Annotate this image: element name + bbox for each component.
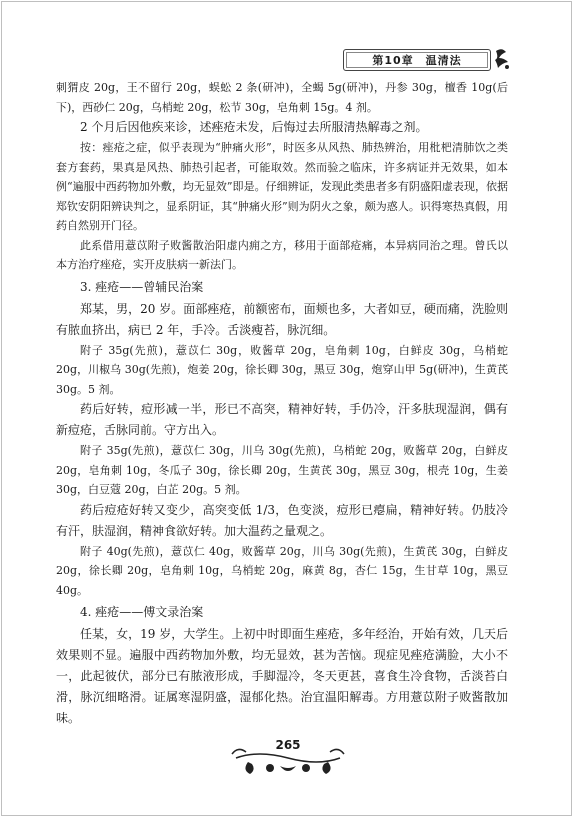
page-number: 265 [275,738,301,752]
commentary-paragraph: 此系借用薏苡附子败酱散治阳虚内痈之方，移用于面部疮痛，本异病同治之理。曾氏以本方治疗痤疮，实开皮肤病一新法门。 [56,238,508,271]
body-paragraph: 药后痘疮好转又变少，高突变低 1/3，色变淡，痘形已瘪扁，精神好转。仍肢冷有汗，肤湿润，精神食欲好转。加大温药之量观之。 [56,502,508,538]
commentary-paragraph: 按：痤疮之症，似乎表现为“肿痛火形”，时医多从风热、肺热辨治，用枇杷清肺饮之类套方套药，果真是风热、肺热引起者，可能取效。然而验之临床，许多病证并无效果，如本例“遍服中西药物加外敷，均无显效”即是。仔细辨证，发现此类患者多有阴盛阳虚表现，依据郑钦安阴阳辨诀判之，显系阴证，其“肿痛火形”则为阴火之象，颇为惑人。识得寒热真假，用药自然别开门径。 [56,141,508,232]
running-header [343,49,491,71]
header-ornament-icon [493,47,511,71]
prescription-paragraph: 附子 35g(先煎)，薏苡仁 30g，川乌 30g(先煎)，乌梢蛇 20g，败酱草 20g，白鲜皮 20g，皂角刺 10g，冬瓜子 30g，徐长卿 20g，生黄芪 30g，黑豆 30g，根壳 10g，生姜 30g，白豆蔻 20g，白芷 20g。5 剂。 [56,444,508,496]
prescription-paragraph: 附子 40g(先煎)，薏苡仁 40g，败酱草 20g，川乌 30g(先煎)，生黄芪 30g，白鲜皮 20g，徐长卿 20g，皂角刺 10g，乌梢蛇 20g，麻黄 8g，杏仁 15g，生甘草 10g，黑豆 40g。 [56,544,508,597]
prescription-paragraph: 附子 35g(先煎)，薏苡仁 30g，败酱草 20g，皂角刺 10g，白鲜皮 30g，乌梢蛇 20g，川椒乌 30g(先煎)，炮姜 20g，徐长卿 30g，黑豆 30g，炮穿山甲 5g(研冲)，生黄芪 30g。5 剂。 [56,343,508,396]
prescription-paragraph: 刺猬皮 20g，王不留行 20g，蜈蚣 2 条(研冲)，全蝎 5g(研冲)，丹参 30g，檀香 10g(后下)，西砂仁 20g，乌梢蛇 20g，松节 30g，皂角刺 15g。4 剂。 [56,81,508,114]
body-paragraph: 药后好转，痘形减一半，形已不高突，精神好转，手仍冷，汗多肤现湿润，偶有新痘疮，舌脉同前。守方出入。 [56,402,508,437]
case-heading: 3. 痤疮——曾辅民治案 [80,279,204,294]
body-paragraph: 2 个月后因他疾来诊，述痤疮未发，后悔过去所服清热解毒之剂。 [80,120,428,134]
page-footer [228,736,348,778]
section-label: 温清法 [425,54,462,67]
case-heading: 4. 痤疮——傅文录治案 [80,605,204,619]
page-body [56,78,508,729]
chapter-label: 第10章 [372,54,414,67]
body-paragraph: 郑某，男，20 岁。面部痤疮，前额密布，面颊也多，大者如豆，硬而痛，洗脸则有脓血挤出，病已 2 年，手冷。舌淡瘦苔，脉沉细。 [56,301,508,337]
body-paragraph: 任某，女，19 岁，大学生。上初中时即面生痤疮，多年经治，开始有效，几天后效果则不显。遍服中西药物加外敷，均无显效，甚为苦恼。现症见痤疮满脸，大小不一，此起彼伏，部分已有脓液形成，手脚湿冷，冬天更甚，喜食生冷食物，舌淡苔白滑，脉沉细略滑。证属寒湿阴盛，湿郁化热。治宜温阳解毒。方用薏苡附子败酱散加味。 [56,627,508,725]
